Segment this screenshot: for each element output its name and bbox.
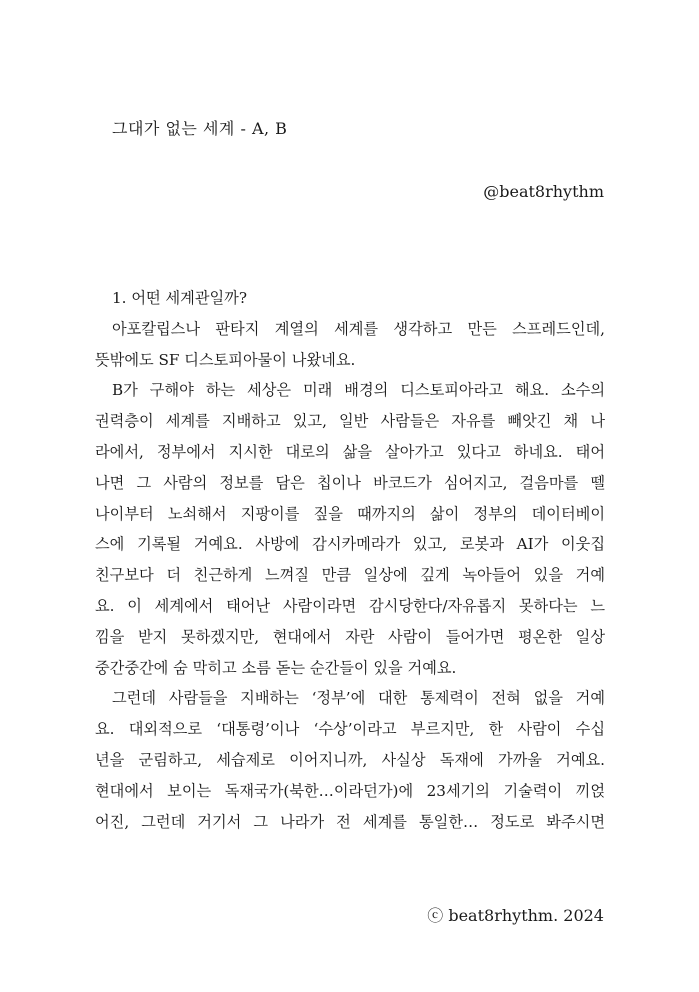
- paragraph-line: B가 구해야 하는 세상은 미래 배경의 디스토피아라고 해요. 소수의: [112, 381, 605, 400]
- copyright-footer: ⓒ beat8rhythm. 2024: [427, 906, 604, 925]
- section-heading: 1. 어떤 세계관일까?: [112, 289, 247, 307]
- paragraph-line: 어진, 그런데 거기서 그 나라가 전 세계를 통일한… 정도로 봐주시면: [95, 812, 605, 831]
- author-handle: @beat8rhythm: [483, 182, 604, 201]
- paragraph-line: 요. 대외적으로 ‘대통령’이나 ‘수상’이라고 부르지만, 한 사람이 수십: [95, 720, 605, 739]
- paragraph-line: 라에서, 정부에서 지시한 대로의 삶을 살아가고 있다고 하네요. 태어: [95, 442, 605, 461]
- paragraph-line: 그런데 사람들을 지배하는 ‘정부’에 대한 통제력이 전혀 없을 거예: [112, 689, 605, 708]
- paragraph-line: 낌을 받지 못하겠지만, 현대에서 자란 사람이 들어가면 평온한 일상: [95, 627, 605, 646]
- paragraph-line: 뜻밖에도 SF 디스토피아물이 나왔네요.: [95, 350, 356, 369]
- paragraph-line: 나면 그 사람의 정보를 담은 칩이나 바코드가 심어지고, 걸음마를 뗄: [95, 473, 605, 492]
- paragraph-line: 권력층이 세계를 지배하고 있고, 일반 사람들은 자유를 빼앗긴 채 나: [95, 412, 605, 431]
- paragraph-line: 요. 이 세계에서 태어난 사람이라면 감시당한다/자유롭지 못하다는 느: [95, 596, 605, 615]
- document-body: [95, 283, 605, 837]
- paragraph-line: 아포칼립스나 판타지 계열의 세계를 생각하고 만든 스프레드인데,: [112, 319, 605, 338]
- paragraph-line: 스에 기록될 거예요. 사방에 감시카메라가 있고, 로봇과 AI가 이웃집: [95, 535, 605, 554]
- paragraph-line: 중간중간에 숨 막히고 소름 돋는 순간들이 있을 거예요.: [95, 658, 457, 677]
- paragraph-line: 현대에서 보이는 독재국가(북한…이라던가)에 23세기의 기술력이 끼얹: [95, 781, 605, 800]
- paragraph-line: 년을 군림하고, 세습제로 이어지니까, 사실상 독재에 가까울 거예요.: [95, 750, 605, 769]
- paragraph-line: 나이부터 노쇠해서 지팡이를 짚을 때까지의 삶이 정부의 데이터베이: [95, 504, 605, 523]
- paragraph-line: 친구보다 더 친근하게 느껴질 만큼 일상에 깊게 녹아들어 있을 거예: [95, 566, 605, 585]
- document-title: 그대가 없는 세계 - A, B: [112, 119, 288, 138]
